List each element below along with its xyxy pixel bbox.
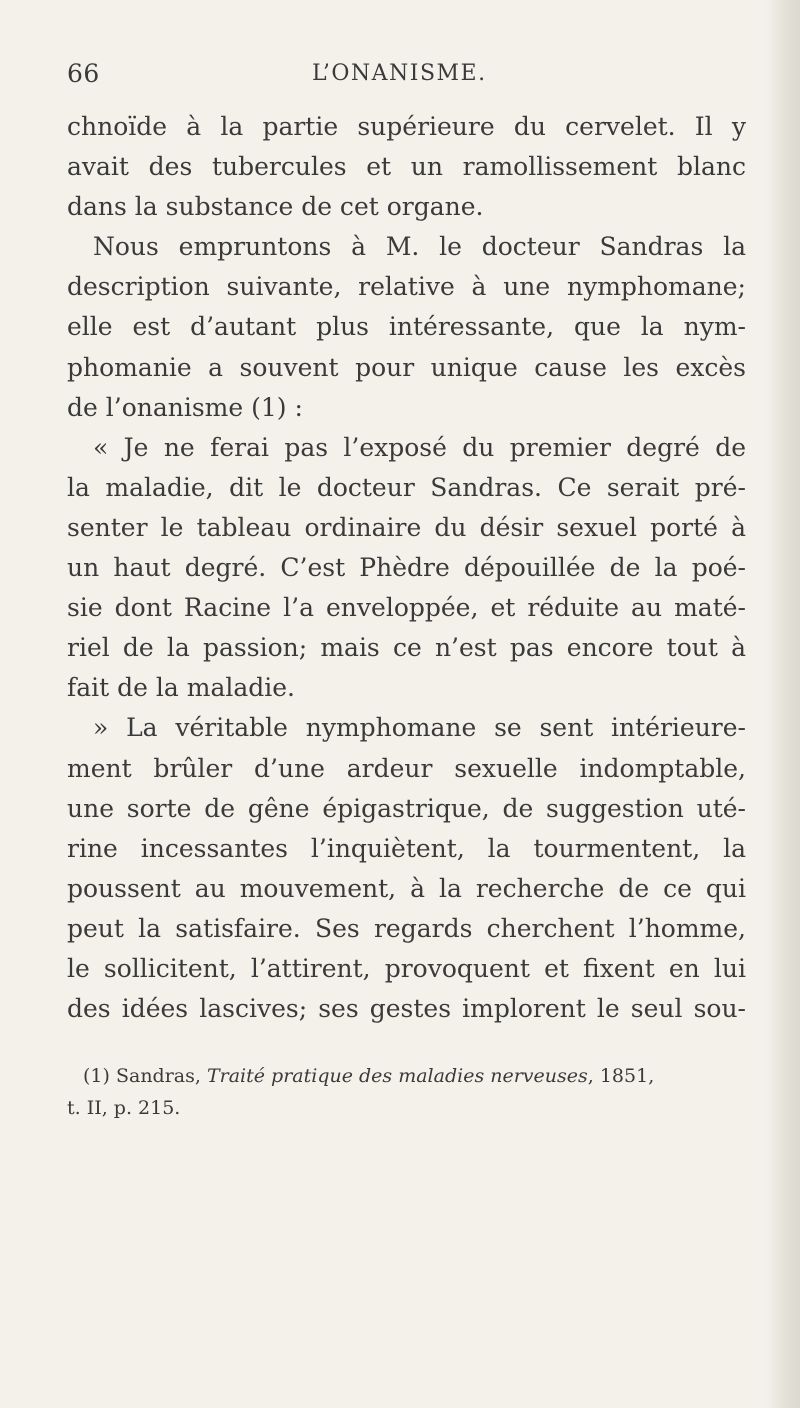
footnote-rest: , 1851, xyxy=(587,1065,655,1087)
footnote-marker: (1) xyxy=(83,1065,110,1087)
page-edge-shadow xyxy=(766,0,800,1408)
text-line: dans la substance de cet organe. xyxy=(67,192,484,222)
text-line: elle est d’autant plus intéressante, que la nym- xyxy=(67,312,746,342)
footnote-line xyxy=(83,1060,746,1092)
text-line: rine incessantes l’inquiètent, la tourmentent, la xyxy=(67,833,746,863)
text-line: une sorte de gêne épigastrique, de suggestion uté- xyxy=(67,793,746,823)
text-line: ment brûler d’une ardeur sexuelle indomptable, xyxy=(67,753,746,783)
text-line: poussent au mouvement, à la recherche de ce qui xyxy=(67,873,746,903)
text-line: Nous empruntons à M. le docteur Sandras la xyxy=(93,232,746,262)
text-line: description suivante, relative à une nymphomane; xyxy=(67,272,746,302)
text-line: phomanie a souvent pour unique cause les excès xyxy=(67,352,746,382)
footnote xyxy=(67,1060,746,1124)
footnote-line: t. II, p. 215. xyxy=(67,1097,181,1119)
text-line: le sollicitent, l’attirent, provoquent et fixent en lui xyxy=(67,953,746,983)
footnote-title: Traité pratique des maladies nerveuses xyxy=(206,1065,588,1087)
body-text xyxy=(67,107,746,1029)
text-line: avait des tubercules et un ramollissement blanc xyxy=(67,152,746,182)
text-line: senter le tableau ordinaire du désir sexuel porté à xyxy=(67,512,746,542)
text-line: la maladie, dit le docteur Sandras. Ce serait pré- xyxy=(67,472,746,502)
text-line: un haut degré. C’est Phèdre dépouillée de la poé- xyxy=(67,553,746,583)
text-line: riel de la passion; mais ce n’est pas encore tout à xyxy=(67,633,746,663)
text-line: des idées lascives; ses gestes implorent le seul sou- xyxy=(67,994,746,1024)
running-head: L’ONANISME. xyxy=(312,61,487,86)
page-number: 66 xyxy=(67,59,100,88)
text-line: » La véritable nymphomane se sent intérieure- xyxy=(93,713,746,743)
text-line: sie dont Racine l’a enveloppée, et réduite au maté- xyxy=(67,593,746,623)
footnote-author: Sandras, xyxy=(115,1065,201,1087)
text-line: de l’onanisme (1) : xyxy=(67,392,303,422)
text-line: chnoïde à la partie supérieure du cervelet. Il y xyxy=(67,112,746,141)
text-line: fait de la maladie. xyxy=(67,673,295,703)
text-line: « Je ne ferai pas l’exposé du premier degré de xyxy=(93,432,746,462)
text-line: peut la satisfaire. Ses regards cherchent l’homme, xyxy=(67,913,746,943)
